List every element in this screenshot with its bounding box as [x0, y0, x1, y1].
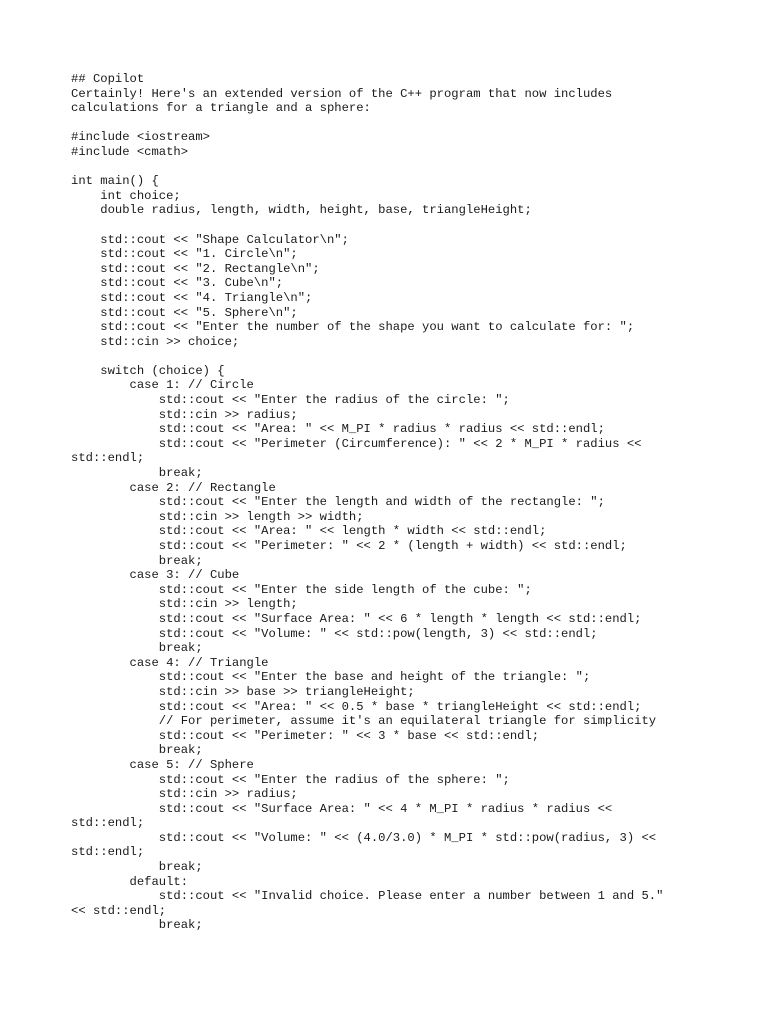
code-line: std::cout << "Area: " << 0.5 * base * triangleHeight << std::endl;	[71, 699, 642, 714]
code-line: std::cout << "Shape Calculator\n";	[71, 232, 349, 247]
code-line: case 1: // Circle	[71, 378, 254, 393]
blank-line	[71, 160, 751, 175]
code-line: std::cout << "2. Rectangle\n";	[71, 261, 320, 276]
code-line: std::cout << "Enter the side length of the cube: ";	[71, 582, 532, 597]
blank-line	[71, 349, 751, 364]
code-line: std::cin >> radius;	[71, 407, 298, 422]
code-line: std::cout << "Volume: " << std::pow(length, 3) << std::endl;	[71, 626, 598, 641]
code-line: case 2: // Rectangle	[71, 480, 276, 495]
code-line: switch (choice) {	[71, 363, 225, 378]
code-line: << std::endl;	[71, 903, 167, 918]
code-line: std::cout << "5. Sphere\n";	[71, 305, 298, 320]
code-line: std::cin >> base >> triangleHeight;	[71, 684, 415, 699]
code-line: double radius, length, width, height, base, triangleHeight;	[71, 203, 532, 218]
code-line: break;	[71, 466, 203, 481]
code-line: std::cout << "1. Circle\n";	[71, 247, 298, 262]
code-line: break;	[71, 641, 203, 656]
code-line: std::cout << "Area: " << length * width << std::endl;	[71, 524, 547, 539]
blank-line	[71, 218, 751, 233]
code-line: std::cout << "Enter the length and width of the rectangle: ";	[71, 495, 605, 510]
code-line: std::cout << "Enter the base and height of the triangle: ";	[71, 670, 591, 685]
code-line: break;	[71, 743, 203, 758]
code-line: break;	[71, 918, 203, 933]
code-line: case 5: // Sphere	[71, 757, 254, 772]
code-line: std::cout << "4. Triangle\n";	[71, 290, 313, 305]
document-body	[71, 72, 751, 933]
code-line: std::cout << "Surface Area: " << 4 * M_PI * radius * radius <<	[71, 801, 613, 816]
code-line: default:	[71, 874, 189, 889]
code-line: std::cin >> length >> width;	[71, 509, 364, 524]
code-line: std::cout << "3. Cube\n";	[71, 276, 284, 291]
code-line: // For perimeter, assume it's an equilateral triangle for simplicity	[71, 714, 657, 729]
code-line: std::cin >> choice;	[71, 334, 240, 349]
code-line: break;	[71, 553, 203, 568]
code-line: #include <iostream>	[71, 130, 210, 145]
code-line: std::endl;	[71, 845, 145, 860]
code-line: case 3: // Cube	[71, 568, 240, 583]
code-line: std::cout << "Perimeter: " << 3 * base << std::endl;	[71, 728, 540, 743]
code-line: std::cout << "Perimeter (Circumference): " << 2 * M_PI * radius <<	[71, 436, 642, 451]
code-line: std::cin >> radius;	[71, 787, 298, 802]
code-line: std::cout << "Enter the radius of the sphere: ";	[71, 772, 510, 787]
text-line: calculations for a triangle and a sphere:	[71, 101, 371, 116]
code-line: std::cout << "Perimeter: " << 2 * (length + width) << std::endl;	[71, 539, 627, 553]
code-line: std::cout << "Invalid choice. Please enter a number between 1 and 5."	[71, 889, 664, 904]
code-line: std::cout << "Enter the radius of the circle: ";	[71, 393, 510, 408]
code-line: std::endl;	[71, 816, 145, 831]
code-line: std::cout << "Enter the number of the shape you want to calculate for: ";	[71, 320, 635, 335]
code-line: std::cout << "Volume: " << (4.0/3.0) * M_PI * std::pow(radius, 3) <<	[71, 830, 657, 845]
text-line: Certainly! Here's an extended version of the C++ program that now includes	[71, 86, 613, 101]
code-line: break;	[71, 860, 203, 875]
code-line: #include <cmath>	[71, 144, 189, 159]
code-line: std::cin >> length;	[71, 597, 298, 612]
code-line: case 4: // Triangle	[71, 655, 269, 670]
heading-line: ## Copilot	[71, 72, 145, 86]
code-line: int main() {	[71, 174, 159, 189]
code-line: std::endl;	[71, 451, 145, 466]
code-line: std::cout << "Area: " << M_PI * radius * radius << std::endl;	[71, 422, 605, 437]
blank-line	[71, 116, 751, 131]
code-line: int choice;	[71, 188, 181, 203]
code-line: std::cout << "Surface Area: " << 6 * length * length << std::endl;	[71, 611, 642, 626]
